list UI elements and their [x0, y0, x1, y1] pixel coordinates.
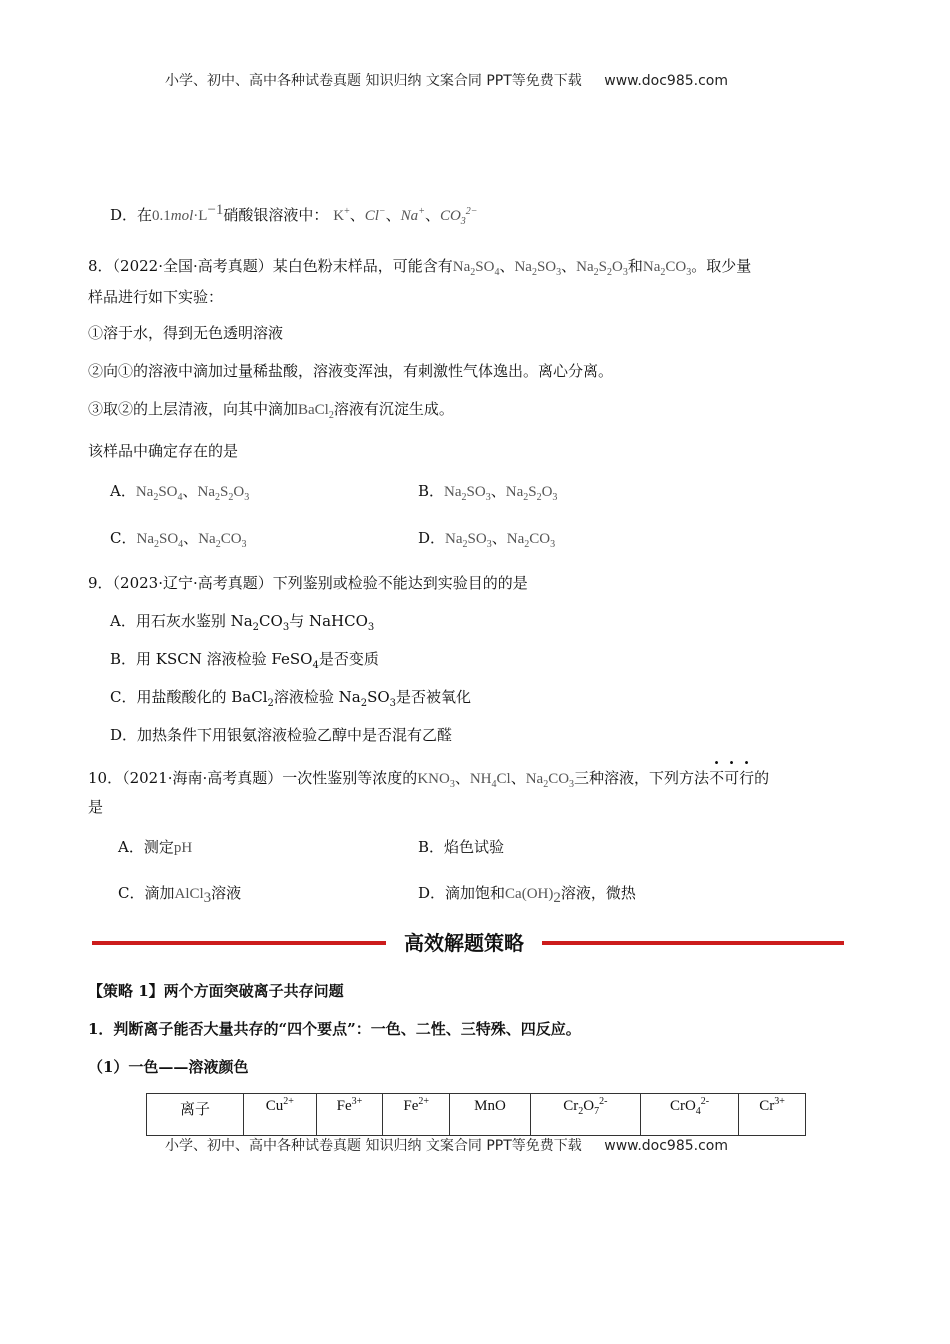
emphasis-char: 可 — [724, 769, 740, 787]
q8-option-c[interactable]: C．$Na_2SO_4$、$Na_2CO_3$ — [110, 529, 247, 550]
q10-stem-line1: 10．（2021·海南·高考真题）一次性鉴别等浓度的$KNO_3$、$NH_4Cl$、$Na_2CO_3$三种溶液，下列方法不可行的 — [88, 769, 770, 790]
formula-na2s2o3: $Na_2S_2O_3$ — [576, 259, 628, 278]
table-cell: MnO — [450, 1094, 531, 1136]
q10-option-a[interactable]: A．测定pH — [118, 838, 193, 856]
q10-option-b[interactable]: B．焰色试验 — [418, 838, 505, 856]
formula-bacl2: BaCl$_2$ — [298, 402, 334, 421]
q7-option-d: D．在$0.1mol\cdot L^{-1}$硝酸银溶液中： K+、Cl−、Na+、$CO_3^{2-}$ — [110, 202, 478, 227]
ion-cl: Cl− — [364, 206, 386, 224]
q10-stem-line2: 是 — [88, 798, 104, 816]
page-footer — [165, 1135, 728, 1155]
banner-title: 高效解题策略 — [404, 931, 524, 955]
q8-step3: ③取②的上层清液，向其中滴加BaCl$_2$溶液有沉淀生成。 — [88, 400, 454, 421]
q9-stem: 9．（2023·辽宁·高考真题）下列鉴别或检验不能达到实验目的的是 — [88, 574, 528, 592]
q8-stem-line2: 样品进行如下实验： — [88, 288, 224, 306]
q9-option-b[interactable]: B．用 KSCN 溶液检验 FeSO$_4$是否变质 — [110, 650, 379, 671]
footer-text: 小学、初中、高中各种试卷真题 知识归纳 文案合同 PPT等免费下载 — [165, 1138, 582, 1154]
ion-co3: $CO_3^{2-}$ — [439, 206, 478, 227]
header-site[interactable]: www.doc985.com — [604, 73, 728, 89]
q9-option-c[interactable]: C．用盐酸酸化的 BaCl$_2$溶液检验 $Na_2SO_3$是否被氧化 — [110, 688, 472, 709]
banner-line-left — [92, 941, 386, 945]
strategy-point1: 1．判断离子能否大量共存的“四个要点”：一色、二性、三特殊、四反应。 — [88, 1020, 581, 1038]
q8-step2: ②向①的溶液中滴加过量稀盐酸，溶液变浑浊，有刺激性气体逸出。离心分离。 — [88, 362, 614, 380]
footer-site[interactable]: www.doc985.com — [604, 1138, 728, 1154]
ion-color-table — [146, 1093, 806, 1136]
strategy-title: 【策略 1】两个方面突破离子共存问题 — [88, 982, 344, 1000]
ion-k: K+ — [333, 206, 350, 224]
q8-stem-line1: 8．（2022·全国·高考真题）某白色粉末样品，可能含有$Na_2SO_4$、$Na_2SO_3$、$Na_2S_2O_3$和$Na_2CO_3$。取少量 — [88, 257, 752, 278]
page-header — [165, 70, 728, 90]
header-text: 小学、初中、高中各种试卷真题 知识归纳 文案合同 PPT等免费下载 — [165, 73, 582, 89]
table-cell: $Cr_2O_7^{2-}$ — [530, 1094, 640, 1136]
q8-step1: ①溶于水，得到无色透明溶液 — [88, 324, 284, 342]
q10-option-d[interactable]: D．滴加饱和$Ca(OH)_2$溶液，微热 — [418, 884, 636, 906]
emphasis-char: 行 — [739, 769, 755, 787]
formula-nh4cl: $NH_4Cl$ — [469, 771, 511, 790]
q8-option-d[interactable]: D．$Na_2SO_3$、$Na_2CO_3$ — [418, 529, 556, 550]
q8-option-a[interactable]: A．$Na_2SO_4$、$Na_2S_2O_3$ — [110, 482, 250, 503]
table-header-cell: 离子 — [147, 1094, 244, 1136]
formula-na2so3: $Na_2SO_3$ — [514, 259, 562, 278]
formula-na2co3-q10: $Na_2CO_3$ — [525, 771, 575, 790]
q8-question: 该样品中确定存在的是 — [88, 442, 239, 460]
table-cell: $Cu^{2+}$ — [244, 1094, 317, 1136]
q10-option-c[interactable]: C．滴加AlCl$_3$溶液 — [118, 884, 242, 906]
table-cell: $Fe^{3+}$ — [316, 1094, 383, 1136]
formula-na2so4: $Na_2SO_4$ — [452, 259, 500, 278]
formula-na2co3: $Na_2CO_3$ — [642, 259, 692, 278]
table-cell: $Cr^{3+}$ — [739, 1094, 806, 1136]
q9-option-d[interactable]: D．加热条件下用银氨溶液检验乙醇中是否混有乙醛 — [110, 726, 453, 744]
table-cell: CrO$_4^{2-}$ — [640, 1094, 738, 1136]
q8-option-b[interactable]: B．$Na_2SO_3$、$Na_2S_2O_3$ — [418, 482, 558, 503]
emphasis-char: 不 — [709, 769, 725, 787]
banner-line-right — [542, 941, 844, 945]
q9-option-a[interactable]: A．用石灰水鉴别 $Na_2CO_3$与 NaHCO$_3$ — [110, 612, 375, 633]
table-row — [147, 1094, 806, 1136]
ion-na: Na+ — [400, 206, 425, 224]
table-cell: $Fe^{2+}$ — [383, 1094, 450, 1136]
formula-kno3: $KNO_3$ — [417, 771, 455, 790]
strategy-sub1: （1）一色——溶液颜色 — [88, 1058, 249, 1076]
